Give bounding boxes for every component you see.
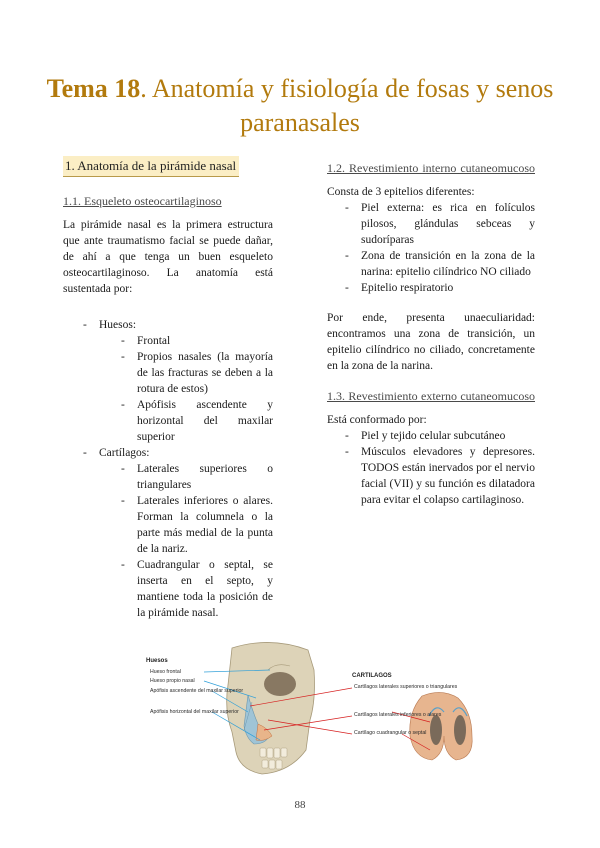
figure-label: Cartílagos laterales inferiores o alares bbox=[354, 712, 442, 718]
list-item: - Frontal bbox=[137, 333, 273, 349]
list-item bbox=[99, 445, 273, 621]
figure-cartilagos-title: CARTILAGOS bbox=[352, 673, 392, 679]
list-item: - Zona de transición en la zona de la narina: epitelio cilíndrico NO ciliado bbox=[361, 248, 535, 280]
left-column bbox=[63, 156, 273, 621]
skull-illustration bbox=[227, 642, 315, 774]
title-bold: Tema 18 bbox=[46, 74, 141, 103]
list-item bbox=[99, 317, 273, 445]
cartilagos-list bbox=[137, 461, 273, 621]
list-item: - Piel externa: es rica en folículos pilosos, glándulas sebceas y sudoríparas bbox=[361, 200, 535, 248]
figure-label: Hueso frontal bbox=[150, 669, 181, 675]
list-item: - Cuadrangular o septal, se inserta en el septo, y mantiene toda la posición de la pirámide nasal. bbox=[137, 557, 273, 621]
huesos-list bbox=[137, 333, 273, 445]
subsection-heading: 1.1. Esqueleto osteocartilaginoso bbox=[63, 194, 222, 208]
epitelios-list bbox=[361, 200, 535, 296]
figure-label: Cartílagos laterales superiores o triangulares bbox=[354, 684, 458, 690]
subsection-heading: 1.3. Revestimiento externo cutaneomucoso bbox=[327, 389, 535, 403]
nose-base-illustration bbox=[410, 692, 472, 760]
page-title bbox=[40, 72, 560, 140]
figure-label: Apófisis ascendente del maxilar superior bbox=[150, 688, 244, 694]
list-item: - Epitelio respiratorio bbox=[361, 280, 535, 296]
figure-label: Hueso propio nasal bbox=[150, 678, 195, 684]
right-column bbox=[327, 160, 535, 508]
title-rest: . Anatomía y fisiología de fosas y senos paranasales bbox=[140, 74, 554, 137]
list-item: - Apófisis ascendente y horizontal del maxilar superior bbox=[137, 397, 273, 445]
ende-paragraph: Por ende, presenta unaeculiaridad: encontramos una zona de transición, un epitelio cilíndrico no ciliado, concretamente en la zona de la narina. bbox=[327, 312, 535, 372]
section-heading: 1. Anatomía de la pirámide nasal bbox=[63, 156, 239, 177]
componentes-list bbox=[361, 428, 535, 508]
subsection-heading: 1.2. Revestimiento interno cutaneomucoso bbox=[327, 161, 535, 175]
huesos-label: Huesos: bbox=[99, 319, 137, 331]
intro-paragraph: La pirámide nasal es la primera estructura que ante traumatismo facial se puede dañar, de ahí a que tenga un buen esqueleto osteocartilaginoso. La anatomía está sustentada por: bbox=[63, 219, 273, 295]
components-list bbox=[99, 317, 273, 621]
list-item: - Piel y tejido celular subcutáneo bbox=[361, 428, 535, 444]
page-number: 88 bbox=[294, 799, 306, 811]
figure-label: Apófisis horizontal del maxilar superior bbox=[150, 709, 239, 715]
conformado-line: Está conformado por: bbox=[327, 414, 427, 426]
nasal-anatomy-figure bbox=[140, 640, 480, 780]
list-item: - Laterales superiores o triangulares bbox=[137, 461, 273, 493]
figure-label: Cartílago cuadrangular o septal bbox=[354, 730, 427, 736]
cartilagos-label: Cartílagos: bbox=[99, 447, 150, 459]
list-item: - Laterales inferiores o alares. Forman la columnela o la parte más medial de la punta de la nariz. bbox=[137, 493, 273, 557]
list-item: - Propios nasales (la mayoría de las fracturas se deben a la rotura de estos) bbox=[137, 349, 273, 397]
figure-huesos-title: Huesos bbox=[146, 658, 168, 664]
consta-line: Consta de 3 epitelios diferentes: bbox=[327, 186, 475, 198]
list-item: - Músculos elevadores y depresores. TODOS están inervados por el nervio facial (VII) y su función es dilatadora para evitar el colapso cartilaginoso. bbox=[361, 444, 535, 508]
